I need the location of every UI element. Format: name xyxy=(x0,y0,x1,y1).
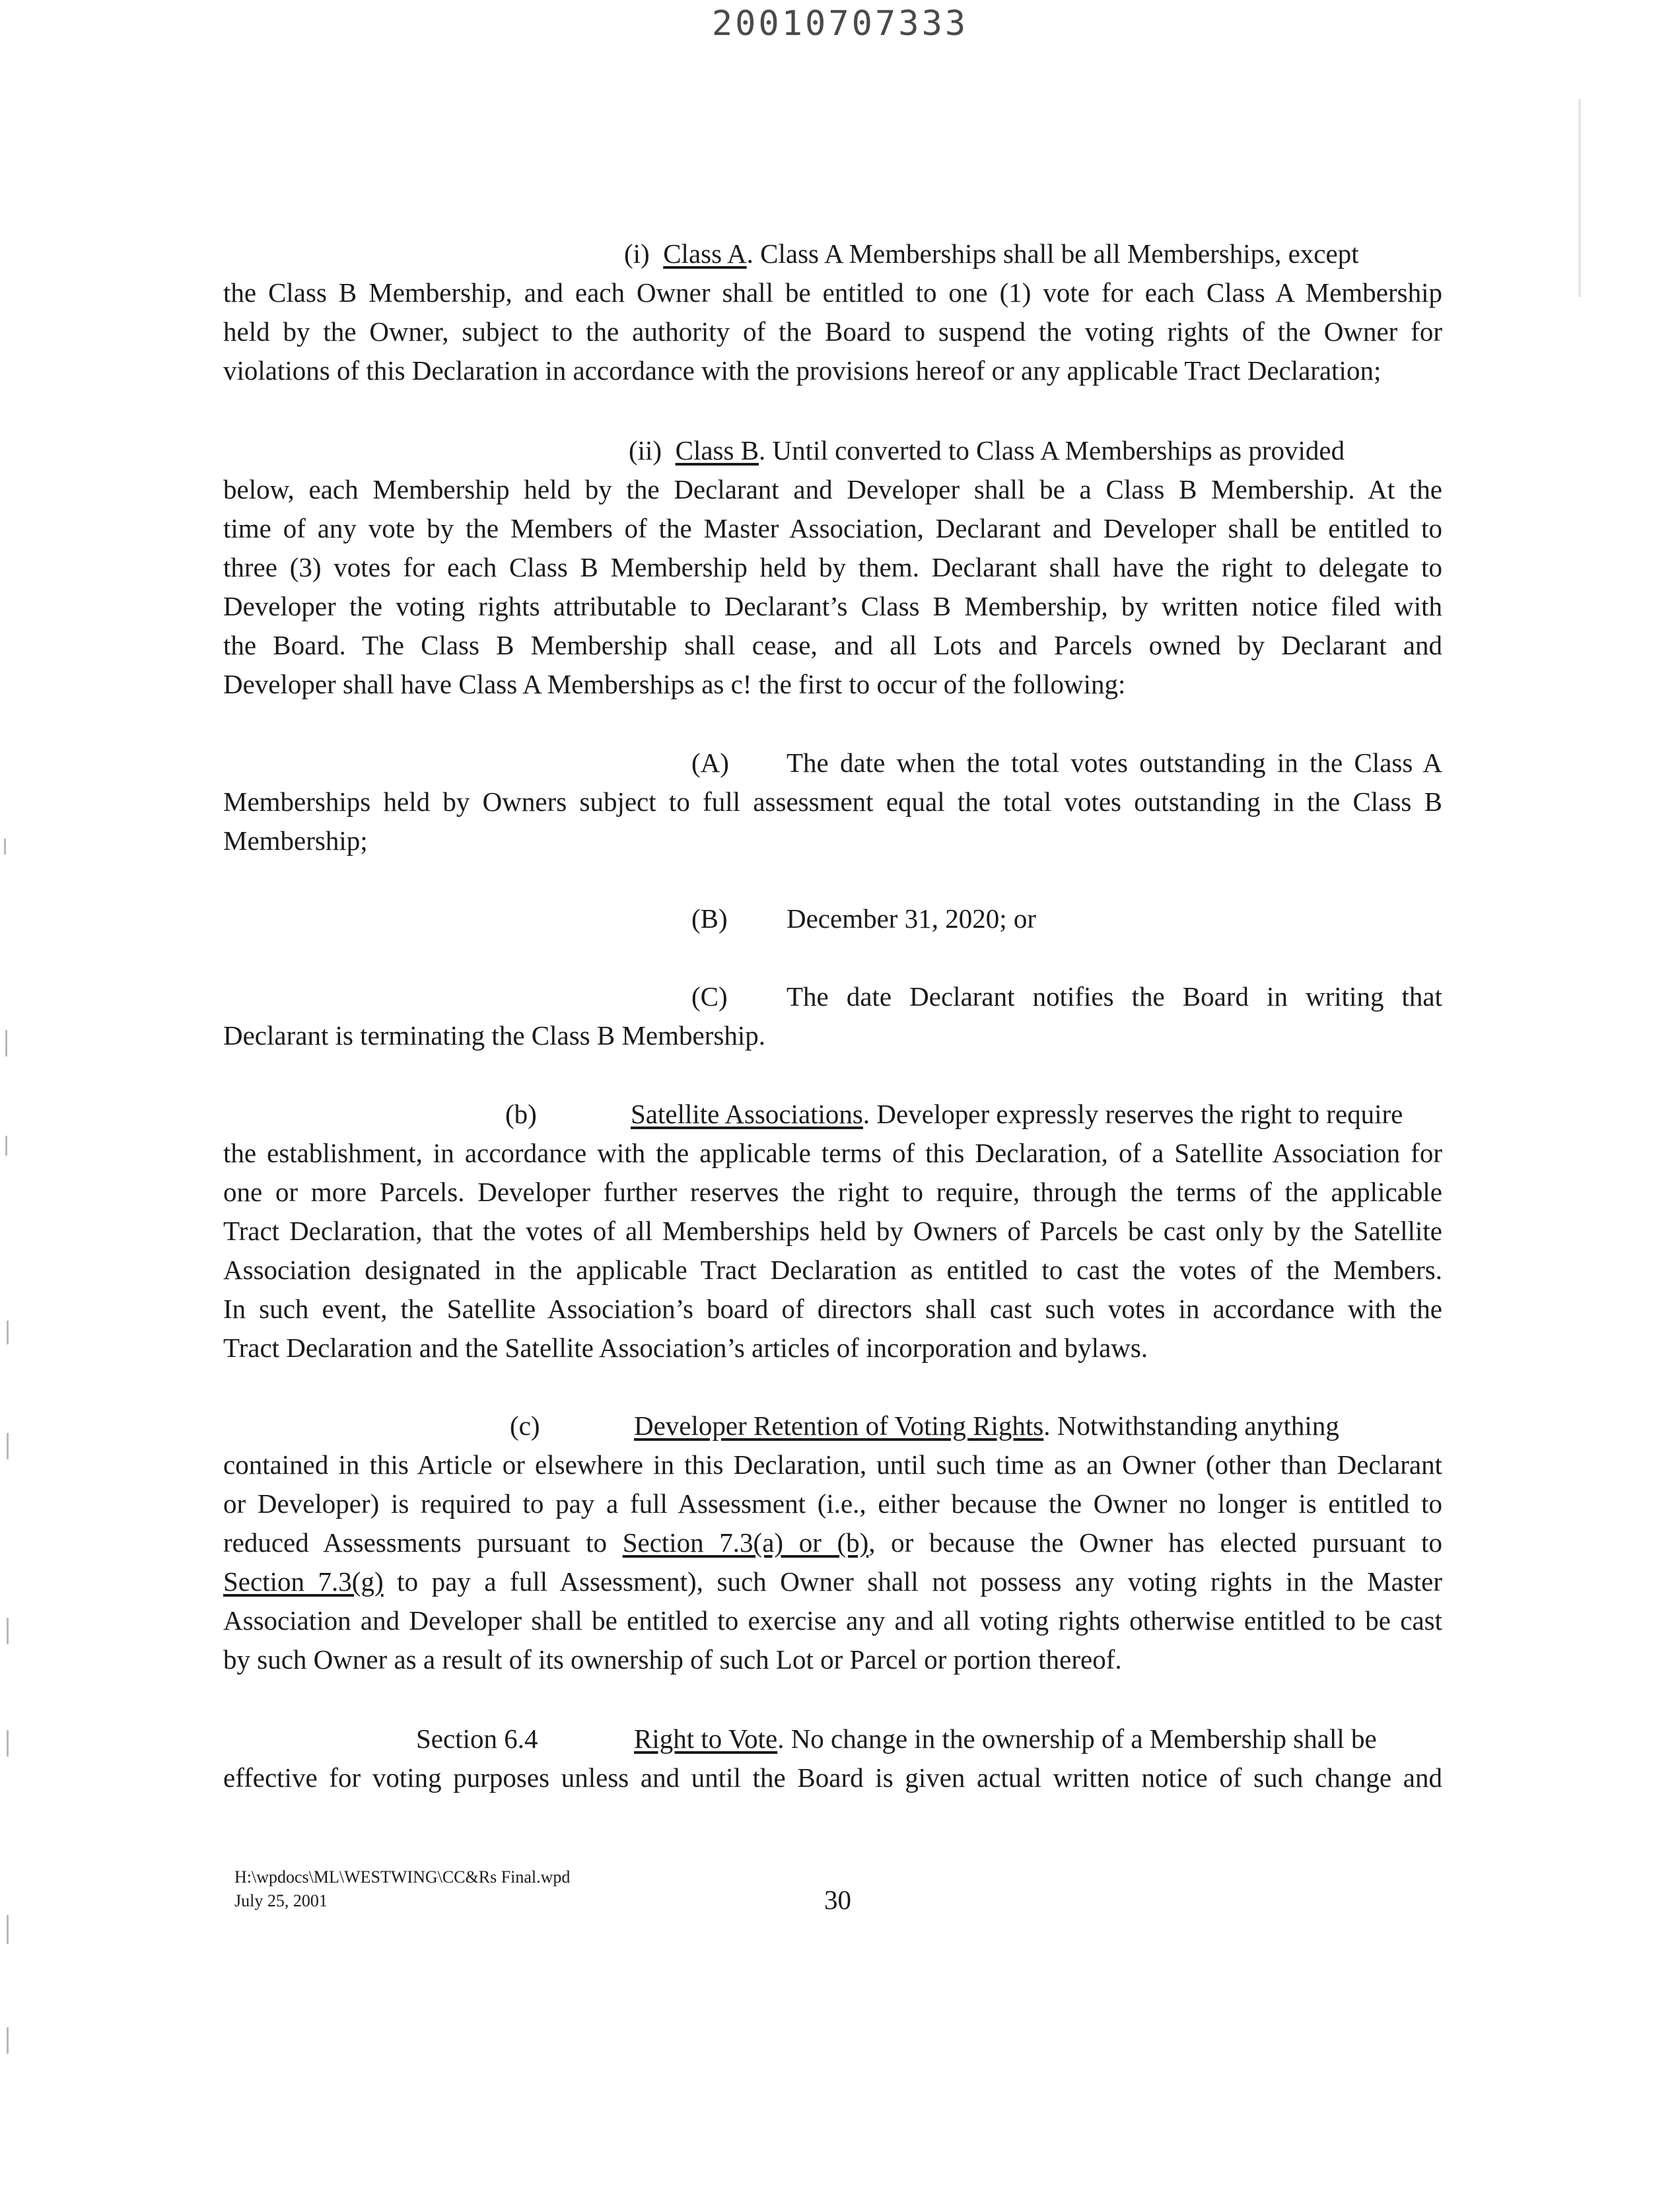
section-6-4-lead xyxy=(634,1719,1377,1758)
section-7-3-ab-ref: Section 7.3(a) or (b) xyxy=(622,1527,869,1558)
class-a-line-2: the Class B Membership, and each Owner shall be entitled to one (1) vote for each Class A Membership xyxy=(223,277,1442,308)
class-a-paragraph xyxy=(223,273,1442,390)
scan-noise xyxy=(5,1136,7,1156)
item-c-line-1: The date Declarant notifies the Board in writing that xyxy=(787,981,1442,1012)
retention-line-4-pre: reduced Assessments pursuant to xyxy=(223,1527,623,1558)
scan-noise xyxy=(7,1321,9,1344)
scan-noise xyxy=(7,1730,9,1756)
item-a-marker: (A) xyxy=(691,747,729,778)
item-c-line-2: Declarant is terminating the Class B Membership. xyxy=(223,1020,765,1051)
retention-paragraph xyxy=(223,1445,1442,1679)
footer-file-path: H:\wpdocs\ML\WESTWING\CC&Rs Final.wpd xyxy=(234,1867,571,1887)
class-b-lead xyxy=(629,431,1345,470)
footer-file-info xyxy=(234,1865,570,1913)
section-6-4-line-2: effective for voting purposes unless and until the Board is given actual written notice of such change and xyxy=(223,1762,1442,1793)
class-a-line-4: violations of this Declaration in accordance with the provisions hereof or any applicable Tract Declaration; xyxy=(223,355,1382,386)
item-b-marker: (B) xyxy=(691,903,728,934)
class-b-heading: Class B xyxy=(675,435,759,466)
retention-line-4 xyxy=(223,1523,1442,1562)
retention-line-3: or Developer) is required to pay a full Assessment (i.e., either because the Owner no longer is entitled to xyxy=(223,1488,1442,1519)
section-7-3-g-ref: Section 7.3(g) xyxy=(223,1566,384,1597)
section-6-4-number: Section 6.4 xyxy=(416,1723,538,1754)
scan-noise xyxy=(7,1618,9,1644)
satellite-lead xyxy=(631,1095,1403,1134)
class-b-line-2: below, each Membership held by the Declarant and Developer shall be a Class B Membership. At the xyxy=(223,474,1442,504)
footer-date: July 25, 2001 xyxy=(234,1891,328,1910)
satellite-line-3: one or more Parcels. Developer further reserves the right to require, through the terms of the applicable xyxy=(223,1177,1442,1207)
class-a-marker: (i) xyxy=(624,238,650,269)
scan-noise xyxy=(1578,99,1581,297)
item-a-line-2: Memberships held by Owners subject to full assessment equal the total votes outstanding in the Class B xyxy=(223,786,1442,817)
retention-line-2: contained in this Article or elsewhere in this Declaration, until such time as an Owner (other than Declarant xyxy=(223,1449,1442,1480)
scan-noise xyxy=(7,1433,9,1459)
section-6-4-heading: Right to Vote xyxy=(634,1723,778,1754)
section-6-4-line-1: . No change in the ownership of a Membership shall be xyxy=(777,1723,1377,1754)
class-b-line-6: the Board. The Class B Membership shall cease, and all Lots and Parcels owned by Declarant and xyxy=(223,630,1442,660)
satellite-line-4: Tract Declaration, that the votes of all Memberships held by Owners of Parcels be cast only by the Satellite xyxy=(223,1216,1442,1246)
scan-noise xyxy=(5,1030,7,1057)
satellite-marker: (b) xyxy=(505,1099,537,1129)
satellite-line-6: In such event, the Satellite Association’s board of directors shall cast such votes in accordance with the xyxy=(223,1294,1442,1324)
satellite-line-1: . Developer expressly reserves the right to require xyxy=(862,1099,1403,1129)
retention-line-1: . Notwithstanding anything xyxy=(1043,1410,1339,1441)
retention-line-6: Association and Developer shall be entitled to exercise any and all voting rights otherwise entitled to be cast xyxy=(223,1605,1442,1636)
satellite-line-2: the establishment, in accordance with the applicable terms of this Declaration, of a Satellite Association for xyxy=(223,1138,1442,1168)
retention-line-7: by such Owner as a result of its ownership of such Lot or Parcel or portion thereof. xyxy=(223,1644,1122,1675)
class-a-heading: Class A xyxy=(663,238,747,269)
class-a-lead xyxy=(624,234,1359,273)
item-c-marker: (C) xyxy=(691,981,728,1012)
item-a-line-3: Membership; xyxy=(223,825,368,856)
class-b-paragraph xyxy=(223,470,1442,704)
class-a-line-1: . Class A Memberships shall be all Memberships, except xyxy=(746,238,1359,269)
retention-marker: (c) xyxy=(510,1410,540,1441)
class-a-line-3: held by the Owner, subject to the authority of the Board to suspend the voting rights of the Owner for xyxy=(223,316,1442,347)
retention-line-5-post: to pay a full Assessment), such Owner shall not possess any voting rights in the Master xyxy=(383,1566,1442,1597)
class-b-line-1: . Until converted to Class A Memberships as provided xyxy=(759,435,1345,466)
class-b-marker: (ii) xyxy=(629,435,662,466)
class-b-line-3: time of any vote by the Members of the Master Association, Declarant and Developer shall be entitled to xyxy=(223,513,1442,543)
retention-line-5 xyxy=(223,1562,1442,1601)
scan-noise xyxy=(7,2027,9,2054)
class-b-line-4: three (3) votes for each Class B Membership held by them. Declarant shall have the right to delegate to xyxy=(223,552,1442,582)
satellite-line-5: Association designated in the applicable Tract Declaration as entitled to cast the votes of the Members. xyxy=(223,1255,1442,1285)
scan-noise xyxy=(4,839,6,854)
class-b-line-7: Developer shall have Class A Memberships as c! the first to occur of the following: xyxy=(223,669,1126,699)
retention-lead xyxy=(634,1406,1339,1445)
satellite-line-7: Tract Declaration and the Satellite Association’s articles of incorporation and bylaws. xyxy=(223,1333,1148,1363)
scan-noise xyxy=(7,1915,9,1944)
record-number: 20010707333 xyxy=(711,4,969,44)
section-6-4-paragraph xyxy=(223,1758,1442,1797)
satellite-heading: Satellite Associations xyxy=(631,1099,863,1129)
page-number: 30 xyxy=(824,1885,851,1915)
item-a-paragraph xyxy=(223,782,1442,860)
class-b-line-5: Developer the voting rights attributable to Declarant’s Class B Membership, by written notice filed with xyxy=(223,591,1442,621)
item-b-text: December 31, 2020; or xyxy=(787,903,1036,934)
satellite-paragraph xyxy=(223,1134,1442,1368)
retention-heading: Developer Retention of Voting Rights xyxy=(634,1410,1044,1441)
item-c-paragraph xyxy=(223,1016,1442,1055)
retention-line-4-post: , or because the Owner has elected pursuant to xyxy=(868,1527,1443,1558)
item-a-line-1: The date when the total votes outstanding in the Class A xyxy=(787,747,1442,778)
